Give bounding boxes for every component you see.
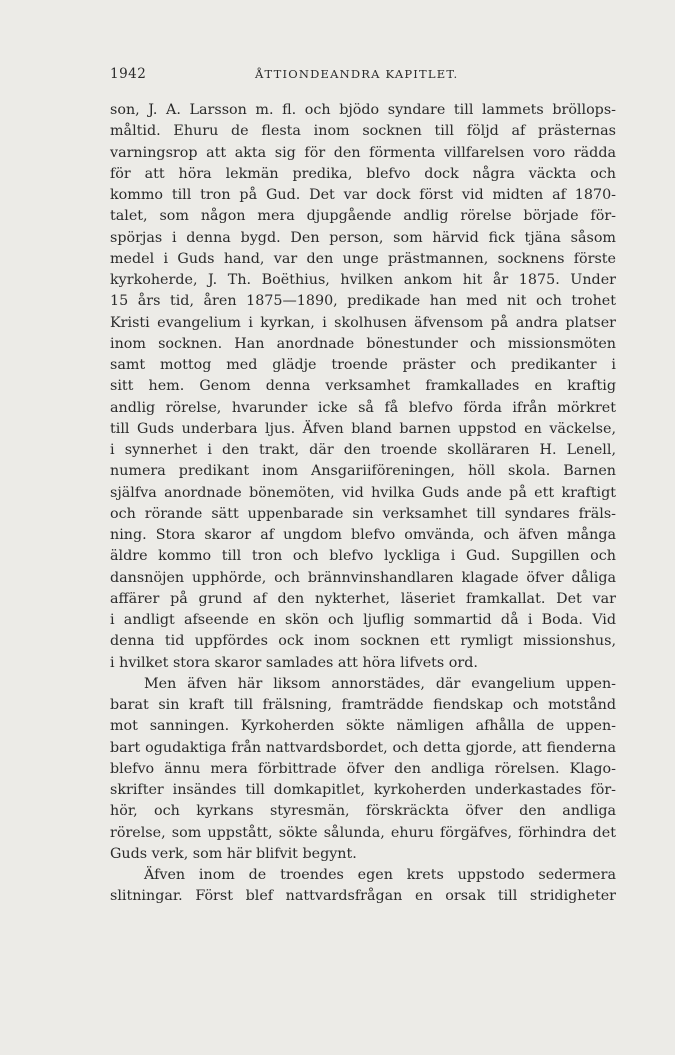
text-line: Äfven inom de troendes egen krets uppstodo sedermera xyxy=(144,867,616,883)
text-line: spörjas i denna bygd. Den person, som härvid fick tjäna såsom xyxy=(110,229,616,246)
text-line: blefvo ännu mera förbittrade öfver den andliga rörelsen. Klago- xyxy=(110,760,616,777)
text-line: andlig rörelse, hvarunder icke så få blefvo förda ifrån mörkret xyxy=(110,399,616,416)
text-line: affärer på grund af den nykterhet, läseriet framkallat. Det var xyxy=(110,590,616,607)
text-line: sitt hem. Genom denna verksamhet framkallades en kraftig xyxy=(110,378,616,395)
text-line: i hvilket stora skaror samlades att höra lifvets ord. xyxy=(110,654,478,671)
text-line: i andligt afseende en skön och ljuflig sommartid då i Boda. Vid xyxy=(110,612,616,628)
text-line: barat sin kraft till frälsning, framträdde fiendskap och motstånd xyxy=(110,697,616,713)
text-line: medel i Guds hand, var den unge prästmannen, socknens förste xyxy=(110,250,616,267)
text-line: själfva anordnade bönemöten, vid hvilka Guds ande på ett kraftigt xyxy=(110,484,616,501)
body-text xyxy=(110,100,616,908)
text-line: Men äfven här liksom annorstädes, där evangelium uppen- xyxy=(144,675,616,692)
text-line: måltid. Ehuru de flesta inom socknen till följd af prästernas xyxy=(110,123,616,140)
text-line: talet, som någon mera djupgående andlig rörelse började för- xyxy=(110,208,616,225)
text-line: numera predikant inom Ansgariiföreningen, höll skola. Barnen xyxy=(110,463,616,480)
text-line: inom socknen. Han anordnade bönestunder och missionsmöten xyxy=(110,335,616,352)
text-line: rörelse, som uppstått, sökte sålunda, ehuru förgäfves, förhindra det xyxy=(110,824,616,841)
text-line: ning. Stora skaror af ungdom blefvo omvända, och äfven många xyxy=(110,527,616,543)
text-line: slitningar. Först blef nattvardsfrågan en orsak till stridigheter xyxy=(110,888,616,905)
text-line: dansnöjen upphörde, och brännvinshandlaren klagade öfver dåliga xyxy=(110,569,616,586)
text-line: 15 års tid, åren 1875—1890, predikade han med nit och trohet xyxy=(110,293,616,310)
text-line: för att höra lekmän predika, blefvo dock några väckta och xyxy=(110,165,616,182)
text-line: äldre kommo till tron och blefvo lyckliga i Gud. Supgillen och xyxy=(110,548,616,565)
text-line: mot sanningen. Kyrkoherden sökte nämligen afhålla de uppen- xyxy=(110,718,616,735)
text-line: Kristi evangelium i kyrkan, i skolhusen äfvensom på andra platser xyxy=(110,314,616,331)
text-line: hör, och kyrkans styresmän, förskräckta öfver den andliga xyxy=(110,803,616,820)
text-line: samt mottog med glädje troende präster och predikanter i xyxy=(110,357,616,373)
page-header xyxy=(110,66,620,86)
text-line: och rörande sätt uppenbarade sin verksamhet till syndares fräls- xyxy=(110,505,616,522)
text-line: Guds verk, som här blifvit begynt. xyxy=(110,845,357,862)
text-line: kyrkoherde, J. Th. Boëthius, hvilken ankom hit år 1875. Under xyxy=(110,272,616,288)
text-line: denna tid uppfördes ock inom socknen ett rymligt missionshus, xyxy=(110,633,616,650)
text-line: bart ogudaktiga från nattvardsbordet, och detta gjorde, att fienderna xyxy=(110,739,616,756)
text-line: son, J. A. Larsson m. fl. och bjödo syndare till lammets bröllops- xyxy=(110,102,616,118)
text-line: varningsrop att akta sig för den förmenta villfarelsen voro rädda xyxy=(110,144,616,161)
text-line: till Guds underbara ljus. Äfven bland barnen uppstod en väckelse, xyxy=(110,420,616,437)
text-line: skrifter insändes till domkapitlet, kyrkoherden underkastades för- xyxy=(110,782,616,798)
running-head: ÅTTIONDEANDRA KAPITLET. xyxy=(255,67,459,81)
page-number: 1942 xyxy=(110,66,147,82)
text-line: kommo till tron på Gud. Det var dock först vid midten af 1870- xyxy=(110,187,616,203)
text-line: i synnerhet i den trakt, där den troende skolläraren H. Lenell, xyxy=(110,442,616,458)
